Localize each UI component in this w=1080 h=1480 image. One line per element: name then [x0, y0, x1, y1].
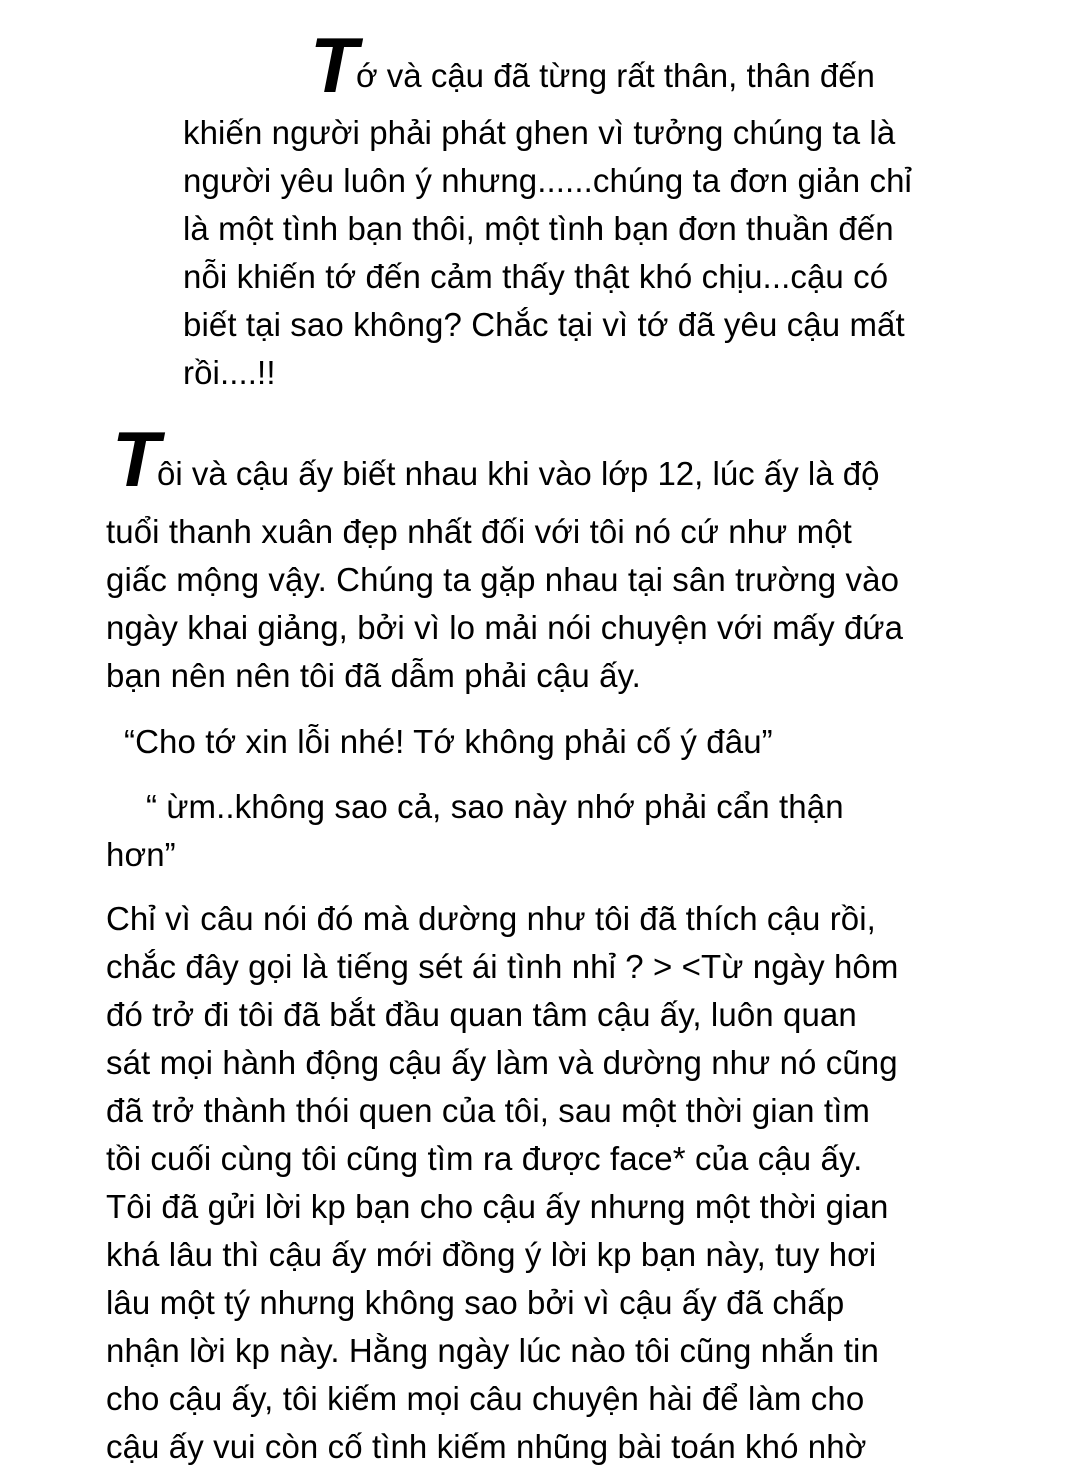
paragraph-1-line: là một tình bạn thôi, một tình bạn đơn thuần đến: [183, 210, 894, 247]
paragraph-3-line: Tôi đã gửi lời kp bạn cho cậu ấy nhưng một thời gian: [106, 1188, 889, 1225]
paragraph-2-line: bạn nên nên tôi đã dẫm phải cậu ấy.: [106, 657, 641, 694]
dialogue-line: “ ừm..không sao cả, sao này nhớ phải cẩn thận: [146, 788, 844, 825]
paragraph-2-line: giấc mộng vậy. Chúng ta gặp nhau tại sân trường vào: [106, 561, 900, 598]
paragraph-3-line: lâu một tý nhưng không sao bởi vì cậu ấy đã chấp: [106, 1284, 845, 1321]
paragraph-3-line: đã trở thành thói quen của tôi, sau một thời gian tìm: [106, 1092, 871, 1129]
paragraph-1-line: người yêu luôn ý nhưng......chúng ta đơn giản chỉ: [183, 162, 912, 199]
paragraph-3-line: sát mọi hành động cậu ấy làm và dường như nó cũng: [106, 1044, 898, 1081]
dialogue-line: “Cho tớ xin lỗi nhé! Tớ không phải cố ý đâu”: [124, 723, 773, 760]
drop-cap-letter: T: [310, 21, 358, 109]
paragraph-2-first-line: ôi và cậu ấy biết nhau khi vào lớp 12, lúc ấy là độ: [157, 455, 880, 492]
paragraph-3-line: Chỉ vì câu nói đó mà dường như tôi đã thích cậu rồi,: [106, 900, 876, 937]
paragraph-1-line: rồi....!!: [183, 354, 276, 391]
paragraph-3-line: tồi cuối cùng tôi cũng tìm ra được face* của cậu ấy.: [106, 1140, 863, 1177]
paragraph-2-line: ngày khai giảng, bởi vì lo mải nói chuyện với mấy đứa: [106, 609, 904, 646]
paragraph-3-line: cậu ấy vui còn cố tình kiếm nhũng bài toán khó nhờ: [106, 1428, 867, 1465]
paragraph-3-line: khá lâu thì cậu ấy mới đồng ý lời kp bạn này, tuy hơi: [106, 1236, 877, 1273]
paragraph-2-line: tuổi thanh xuân đẹp nhất đối với tôi nó cứ như một: [106, 513, 852, 550]
paragraph-1-first-line: ớ và cậu đã từng rất thân, thân đến: [356, 57, 875, 94]
paragraph-3-line: cho cậu ấy, tôi kiếm mọi câu chuyện hài để làm cho: [106, 1380, 865, 1417]
paragraph-1-line: khiến người phải phát ghen vì tưởng chúng ta là: [183, 114, 896, 151]
paragraph-3-line: chắc đây gọi là tiếng sét ái tình nhỉ ? > <Từ ngày hôm: [106, 948, 899, 985]
paragraph-1-line: nỗi khiến tớ đến cảm thấy thật khó chịu...cậu có: [183, 258, 889, 295]
dialogue-line: hơn”: [106, 836, 176, 873]
drop-cap-letter: T: [112, 415, 160, 503]
paragraph-3-line: nhận lời kp này. Hằng ngày lúc nào tôi cũng nhắn tin: [106, 1332, 879, 1369]
paragraph-1-line: biết tại sao không? Chắc tại vì tớ đã yêu cậu mất: [183, 306, 905, 343]
paragraph-3-line: đó trở đi tôi đã bắt đầu quan tâm cậu ấy, luôn quan: [106, 996, 857, 1033]
